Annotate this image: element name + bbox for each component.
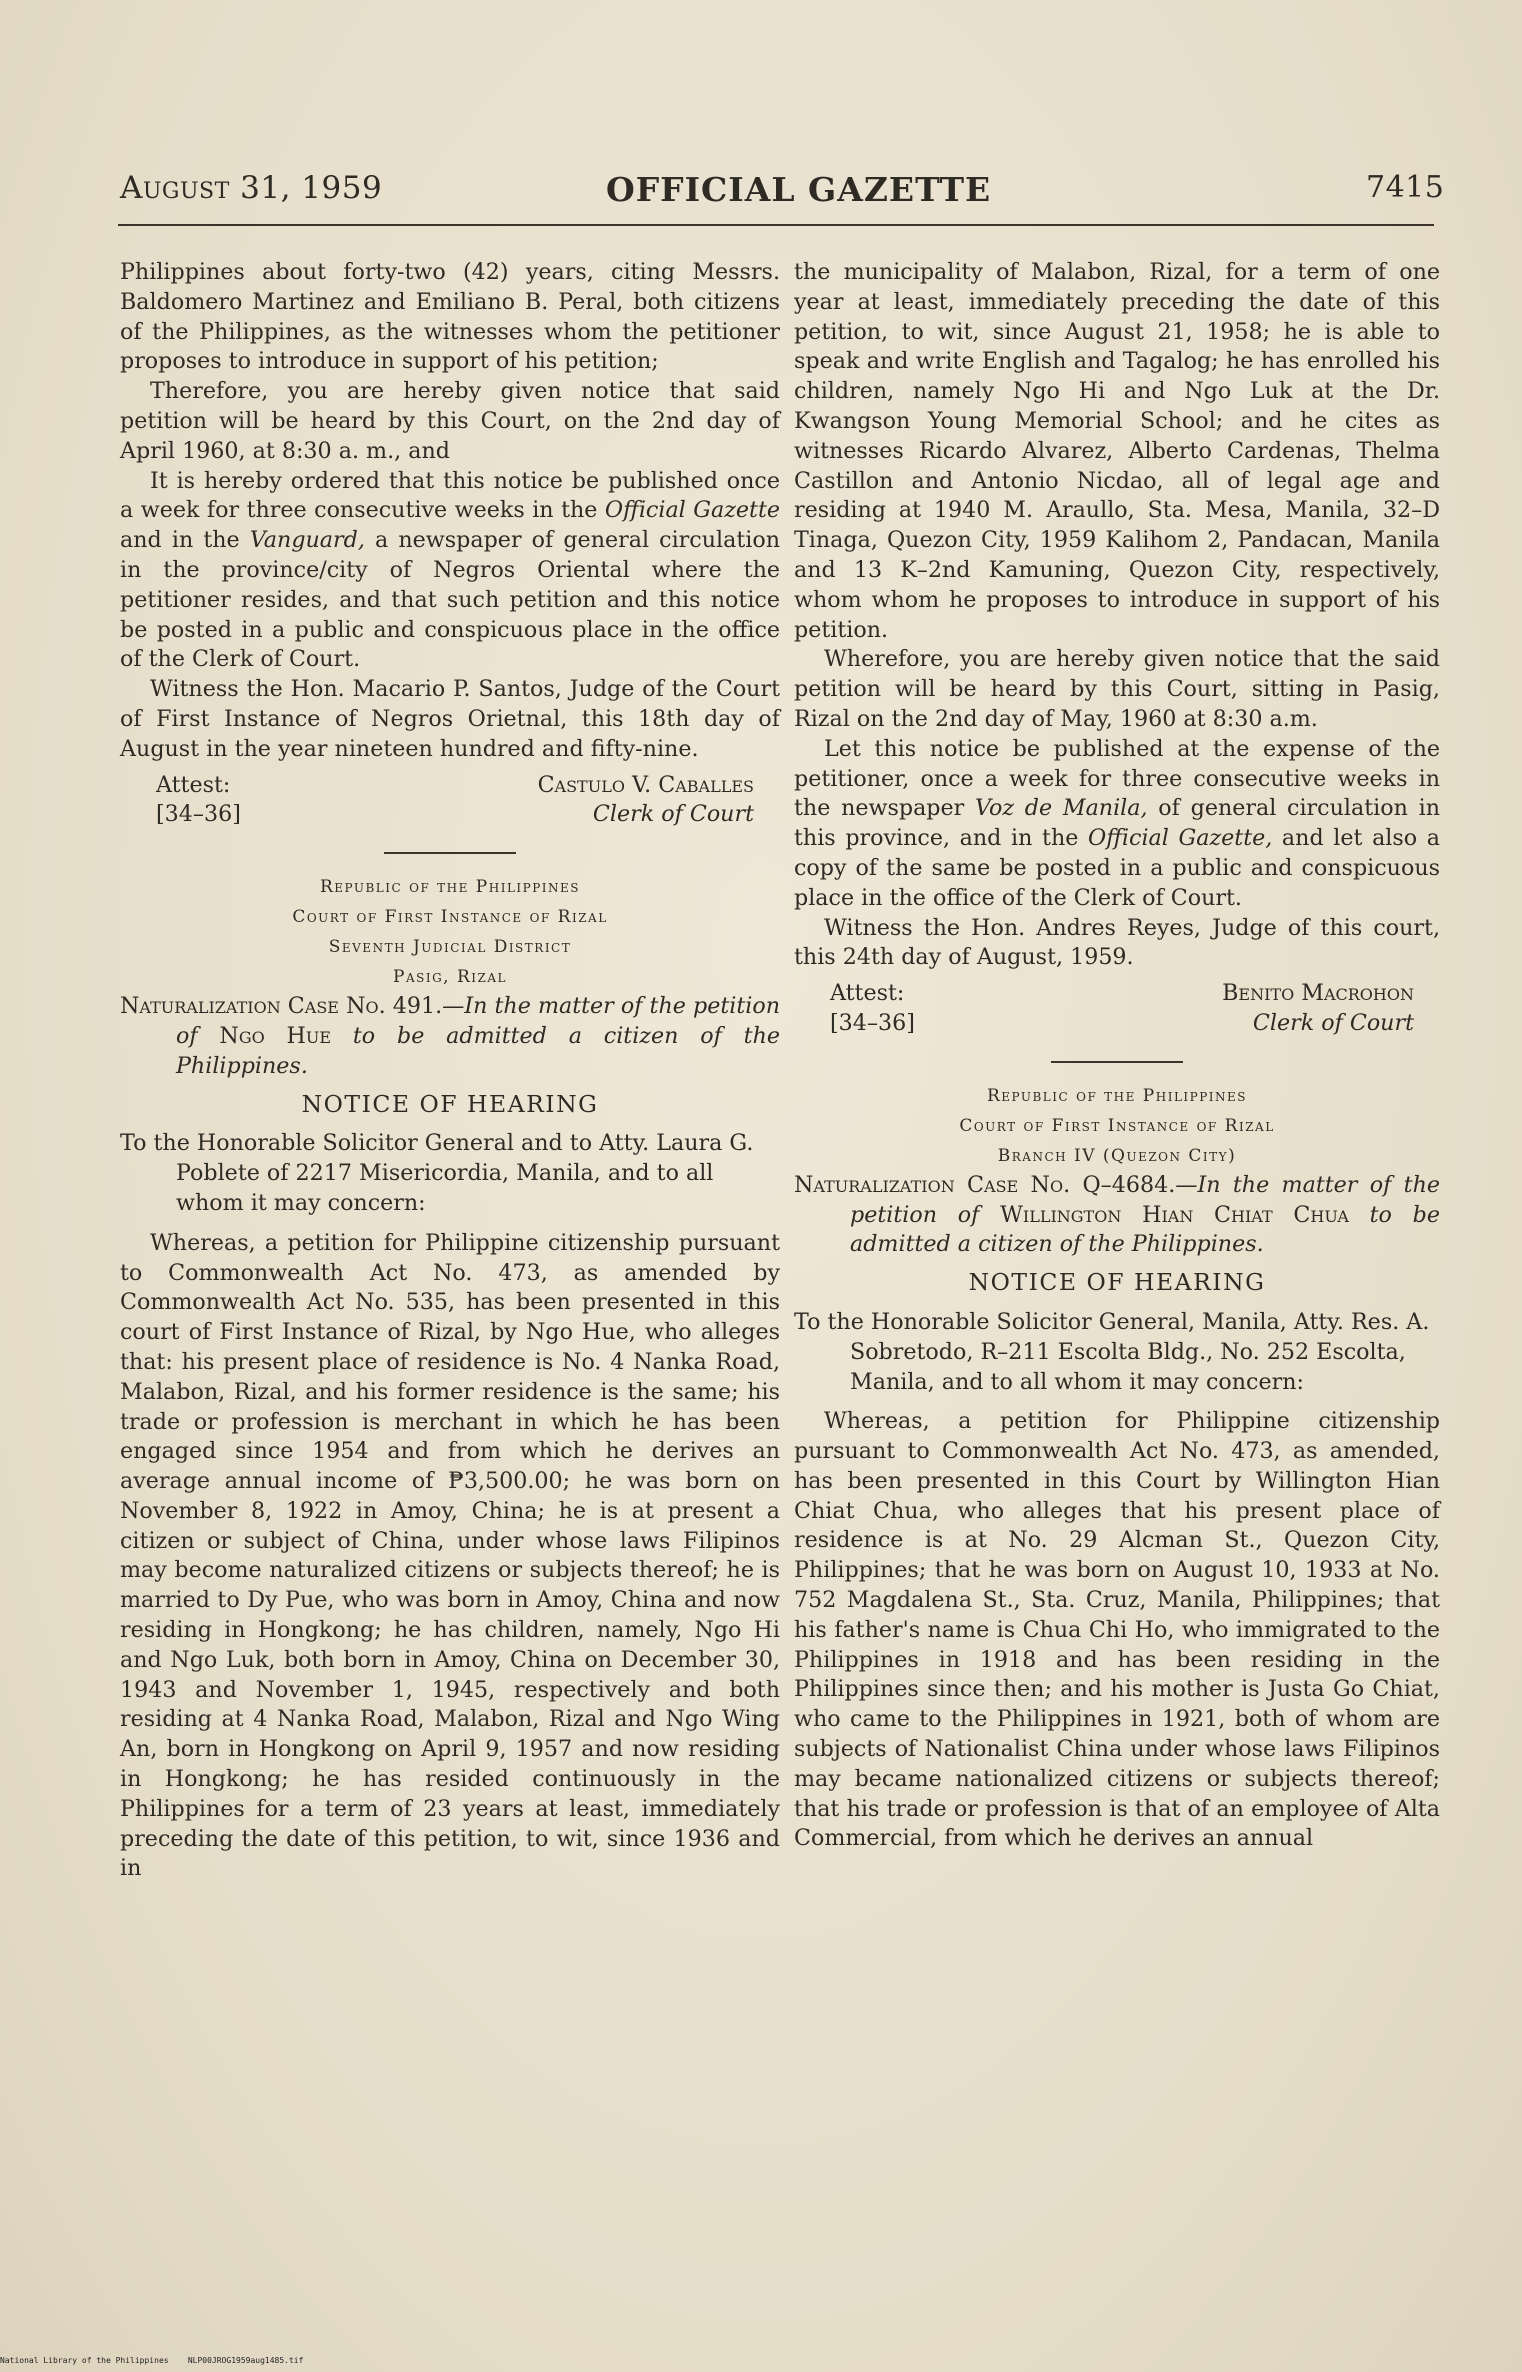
notice-heading: NOTICE OF HEARING [968, 1268, 1266, 1297]
paragraph [794, 735, 1440, 914]
attest-label: Attest: [830, 980, 905, 1007]
court-line: Court of First Instance of Rizal [959, 1115, 1275, 1136]
page-number: 7415 [1366, 170, 1445, 205]
attest-ref: [34–36] [830, 1009, 915, 1036]
publication-name: Official Gazette, [1088, 825, 1273, 852]
court-line: Republic of the Philippines [319, 877, 581, 898]
header-date: August 31, 1959 [120, 170, 383, 206]
court-line: Branch IV (Quezon City) [997, 1145, 1237, 1166]
text-run: Let this notice be published at the expense of the petitioner, once a week for three consecutive weeks in the newspaper [794, 735, 1440, 822]
footer-file: NLP00JROG1959aug1485.tif [187, 2356, 304, 2365]
court-heading [120, 872, 780, 992]
paragraph: Wherefore, you are hereby given notice that the said petition will be heard by this Court, sitting in Pasig, Rizal on the 2nd day of May, 1960 at 8:30 a.m. [794, 646, 1440, 732]
signature-block [120, 771, 780, 831]
paragraph: Therefore, you are hereby given notice that said petition will be heard by this Court, on the 2nd day of April 1960, at 8:30 a. m., and [120, 378, 780, 464]
text-run: —In the matter of the petition of [176, 993, 780, 1049]
court-heading [794, 1081, 1440, 1171]
case-label: Naturalization Case No. Q–4684. [794, 1171, 1176, 1198]
section-separator [1051, 1061, 1183, 1063]
paragraph: Whereas, a petition for Philippine citizenship pursuant to Commonwealth Act No. 473, as amended by Commonwealth Act No. 535, has been presented in this court of First Instance of Rizal, by Ngo Hue, who alleges that: his present place of residence is No. 4 Nanka Road, Malabon, Rizal, and his former residence is the same; his trade or profession is merchant in which he has been engaged since 1954 and from which he derives an average annual income of ₱3,500.00; he was born on November 8, 1922 in Amoy, China; he is at present a citizen or subject of China, under whose laws Filipinos may become naturalized citizens or subjects thereof; he is married to Dy Pue, who was born in Amoy, China and now residing in Hongkong; he has children, namely, Ngo Hi and Ngo Luk, both born in Amoy, China on December 30, 1943 and November 1, 1945, respectively and both residing at 4 Nanka Road, Malabon, Rizal and Ngo Wing An, born in Hongkong on April 9, 1957 and now residing in Hongkong; he has resided continuously in the Philippines for a term of 23 years at least, immediately preceding the date of this petition, to wit, since 1936 and in [120, 1229, 780, 1882]
text-run: of general circulation in this province, and in the [794, 795, 1440, 852]
right-column [794, 258, 1440, 1854]
text-run: and let also a copy of the same be posted in a public and conspicuous place in the office of the Clerk of Court. [794, 825, 1440, 911]
paragraph: Whereas, a petition for Philippine citizenship pursuant to Commonwealth Act No. 473, as amended, has been presented in this Court by Willington Hian Chiat Chua, who alleges that his present place of residence is at No. 29 Alcman St., Quezon City, Philippines; that he was born on August 10, 1933 at No. 752 Magdalena St., Sta. Cruz, Manila, Philippines; that his father's name is Chua Chi Ho, who immigrated to the Philippines in 1918 and has been residing in the Philippines since then; and his mother is Justa Go Chiat, who came to the Philippines in 1921, both of whom are subjects of Nationalist China under whose laws Filipinos may became nationalized citizens or subjects thereof; that his trade or profession is that of an employee of Alta Commercial, from which he derives an annual [794, 1408, 1440, 1852]
text-run: and in the [120, 527, 250, 554]
court-line: Republic of the Philippines [986, 1085, 1248, 1106]
clerk-name: Castulo V. Caballes [537, 771, 754, 798]
clerk-title: Clerk of Court [592, 801, 754, 828]
header-rule [118, 224, 1434, 226]
paragraph: Witness the Hon. Macario P. Santos, Judge of the Court of First Instance of Negros Orietnal, this 18th day of August in the year nineteen hundred and fifty-nine. [120, 676, 780, 762]
petitioner-name: Ngo Hue [219, 1022, 332, 1049]
notice-heading: NOTICE OF HEARING [301, 1089, 599, 1118]
text-run: to be admitted a citizen of the Philippines. [176, 1022, 780, 1079]
paragraph [120, 467, 780, 676]
left-column [120, 258, 780, 1884]
text-run: to be admitted a citizen of the Philippines. [850, 1201, 1440, 1258]
footer-library: National Library of the Philippines [0, 2356, 169, 2365]
paragraph: the municipality of Malabon, Rizal, for a term of one year at least, immediately preceding the date of this petition, to wit, since August 21, 1958; he is able to speak and write English and Tagalog; he has enrolled his children, namely Ngo Hi and Ngo Luk at the Dr. Kwangson Young Memorial School; and he cites as witnesses Ricardo Alvarez, Alberto Cardenas, Thelma Castillon and Antonio Nicdao, all of legal age and residing at 1940 M. Araullo, Sta. Mesa, Manila, 32–D Tinaga, Quezon City, 1959 Kalihom 2, Pandacan, Manila and 13 K–2nd Kamuning, Quezon City, respectively, whom whom he proposes to introduce in support of his petition. [794, 259, 1440, 643]
case-label: Naturalization Case No. 491. [120, 993, 443, 1020]
header-title: OFFICIAL GAZETTE [606, 170, 992, 209]
text-run: a newspaper of general circulation in the province/city of Negros Oriental where the petitioner resides, and that such petition and this notice be posted in a public and conspicuous place in the office of the Clerk of Court. [120, 527, 780, 673]
court-line: Seventh Judicial District [328, 937, 572, 958]
publication-name: Vanguard, [249, 527, 365, 554]
attest-label: Attest: [156, 771, 231, 798]
signature-block [794, 979, 1440, 1039]
paragraph: Philippines about forty-two (42) years, citing Messrs. Baldomero Martinez and Emiliano B. Peral, both citizens of the Philippines, as the witnesses whom the petitioner proposes to introduce in support of his petition; [120, 259, 780, 375]
section-separator [384, 852, 516, 854]
text-run: It is hereby ordered that this notice be published once a week for three consecutive weeks in the [120, 467, 780, 524]
publication-name: Official Gazette [604, 497, 781, 524]
addressee: To the Honorable Solicitor General and to Atty. Laura G. Poblete of 2217 Misericordia, Manila, and to all whom it may concern: [120, 1130, 754, 1216]
paragraph: Witness the Hon. Andres Reyes, Judge of this court, this 24th day of August, 1959. [794, 914, 1440, 971]
addressee: To the Honorable Solicitor General, Manila, Atty. Res. A. Sobretodo, R–211 Escolta Bldg., No. 252 Escolta, Manila, and to all whom it may concern: [794, 1308, 1430, 1395]
court-line: Pasig, Rizal [393, 967, 507, 988]
text-run: —In the matter of the petition of [850, 1171, 1440, 1228]
scan-footer [0, 2356, 303, 2365]
clerk-name: Benito Macrohon [1222, 980, 1414, 1007]
court-line: Court of First Instance of Rizal [292, 907, 608, 928]
petitioner-name: Willington Hian Chiat Chua [1000, 1201, 1349, 1228]
publication-name: Voz de Manila, [975, 795, 1148, 822]
case-title [794, 1171, 1440, 1260]
attest-ref: [34–36] [156, 801, 241, 828]
case-title [120, 992, 780, 1081]
clerk-title: Clerk of Court [1252, 1009, 1414, 1036]
